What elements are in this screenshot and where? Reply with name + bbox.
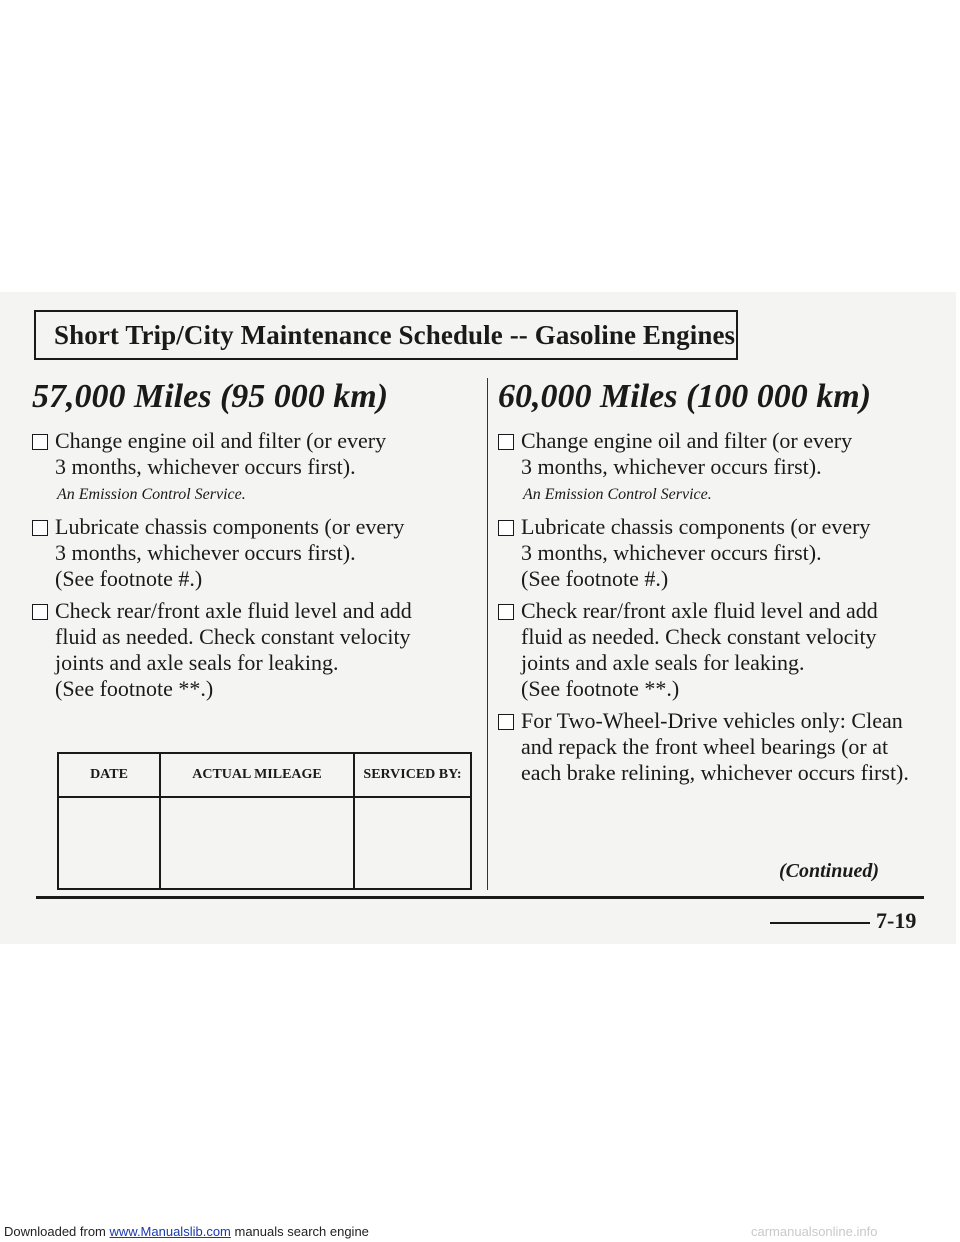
right-checklist-item: [498, 428, 941, 480]
date-cell: [58, 797, 160, 889]
service-record-table: [57, 752, 472, 890]
page-number-rule: [770, 922, 870, 924]
left-checklist-item: [32, 598, 472, 702]
checkbox-icon: [498, 714, 514, 730]
left-checklist-item: [32, 514, 472, 592]
item-text: Change engine oil and filter (or every 3 months, whichever occurs first).: [521, 428, 853, 479]
table-row: [58, 797, 471, 889]
footer-suffix: manuals search engine: [230, 1224, 369, 1239]
footer-rule: [36, 896, 924, 899]
continued-label: (Continued): [779, 860, 880, 882]
emission-note: An Emission Control Service.: [57, 486, 246, 503]
item-text: Change engine oil and filter (or every 3 months, whichever occurs first).: [55, 428, 387, 479]
checkbox-icon: [498, 604, 514, 620]
item-text: Lubricate chassis components (or every 3 months, whichever occurs first). (See footnote #.): [55, 514, 405, 591]
emission-note: An Emission Control Service.: [523, 486, 712, 503]
footer-prefix: Downloaded from: [4, 1224, 110, 1239]
left-column: [32, 378, 472, 708]
right-checklist-item: [498, 514, 941, 592]
mileage-header: ACTUAL MILEAGE: [160, 753, 354, 797]
section-title-box: [34, 310, 738, 360]
right-checklist-item: [498, 598, 941, 702]
checkbox-icon: [32, 520, 48, 536]
right-checklist-item: [498, 708, 941, 786]
serviced-by-header: SERVICED BY:: [354, 753, 471, 797]
checkbox-icon: [32, 604, 48, 620]
left-mileage-heading: 57,000 Miles (95 000 km): [32, 378, 389, 415]
item-text: Lubricate chassis components (or every 3 months, whichever occurs first). (See footnote #.): [521, 514, 871, 591]
date-header: DATE: [58, 753, 160, 797]
item-text: For Two-Wheel-Drive vehicles only: Clean and repack the front wheel bearings (or at each brake relining, whichever occurs first).: [521, 708, 909, 785]
checkbox-icon: [32, 434, 48, 450]
manualslib-link[interactable]: www.Manualslib.com: [109, 1224, 231, 1239]
right-column: [481, 378, 941, 792]
right-mileage-heading: 60,000 Miles (100 000 km): [498, 378, 872, 415]
serviced-by-cell: [354, 797, 471, 889]
table-header-row: [58, 753, 471, 797]
mileage-cell: [160, 797, 354, 889]
watermark: carmanualsonline.info: [751, 1224, 878, 1239]
page-number: 7-19: [876, 908, 917, 933]
checkbox-icon: [498, 520, 514, 536]
checkbox-icon: [498, 434, 514, 450]
left-checklist-item: [32, 428, 472, 480]
download-footer: [4, 1224, 369, 1239]
item-text: Check rear/front axle fluid level and add fluid as needed. Check constant velocity joints and axle seals for leaking. (See footnote **.): [55, 598, 412, 701]
item-text: Check rear/front axle fluid level and add fluid as needed. Check constant velocity joints and axle seals for leaking. (See footnote **.): [521, 598, 878, 701]
section-title: Short Trip/City Maintenance Schedule -- Gasoline Engines: [54, 319, 736, 350]
